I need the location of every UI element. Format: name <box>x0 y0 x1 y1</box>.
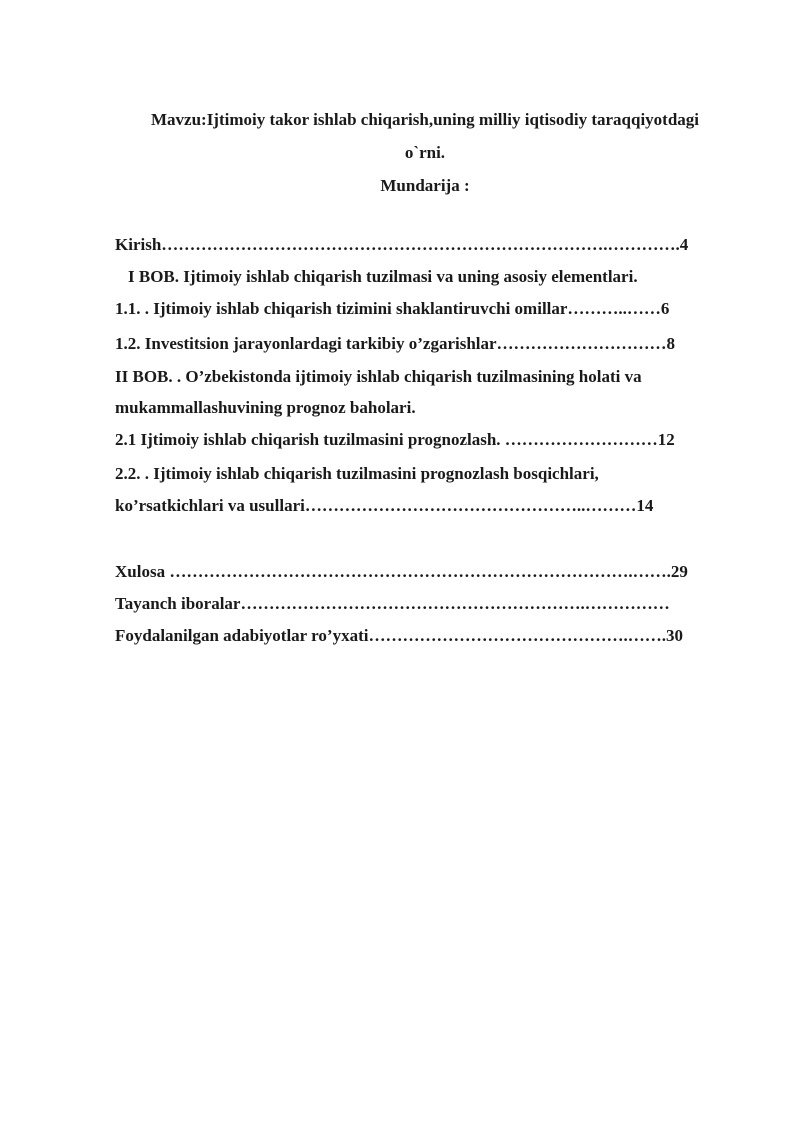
toc-entry-xulosa: Xulosa ……………………………………………………………………….…….29 <box>115 562 688 581</box>
document-title-line-1: Mavzu:Ijtimoiy takor ishlab chiqarish,uning milliy iqtisodiy taraqqiyotdagi <box>150 110 700 129</box>
toc-entry-chapter-1: I BOB. Ijtimoiy ishlab chiqarish tuzilmasi va uning asosiy elementlari. <box>128 267 638 286</box>
toc-entry-kirish: Kirish…………………………………………………………………….………….4 <box>115 235 689 254</box>
toc-entry-chapter-2-line-1: II BOB. . O’zbekistonda ijtimoiy ishlab chiqarish tuzilmasining holati va <box>115 367 642 386</box>
toc-entry-chapter-2-line-2: mukammallashuvining prognoz baholari. <box>115 398 416 417</box>
contents-heading: Mundarija : <box>380 176 470 195</box>
toc-entry-section-2-2-line-1: 2.2. . Ijtimoiy ishlab chiqarish tuzilmasini prognozlash bosqichlari, <box>115 464 599 483</box>
toc-entry-section-1-2: 1.2. Investitsion jarayonlardagi tarkibiy o’zgarishlar…………………………8 <box>115 334 676 353</box>
toc-entry-tayanch-iboralar: Tayanch iboralar…………………………………………………….…………… <box>115 594 670 613</box>
toc-entry-section-2-1: 2.1 Ijtimoiy ishlab chiqarish tuzilmasini prognozlash. ………………………12 <box>115 430 675 449</box>
toc-entry-adabiyotlar: Foydalanilgan adabiyotlar ro’yxati……………………………………….…….30 <box>115 626 683 645</box>
toc-entry-section-2-2-line-2: ko’rsatkichlari va usullari…………………………………………..………14 <box>115 496 654 515</box>
toc-entry-section-1-1: 1.1. . Ijtimoiy ishlab chiqarish tizimini shaklantiruvchi omillar………..……6 <box>115 299 670 318</box>
document-title-line-2: o`rni. <box>404 143 446 162</box>
